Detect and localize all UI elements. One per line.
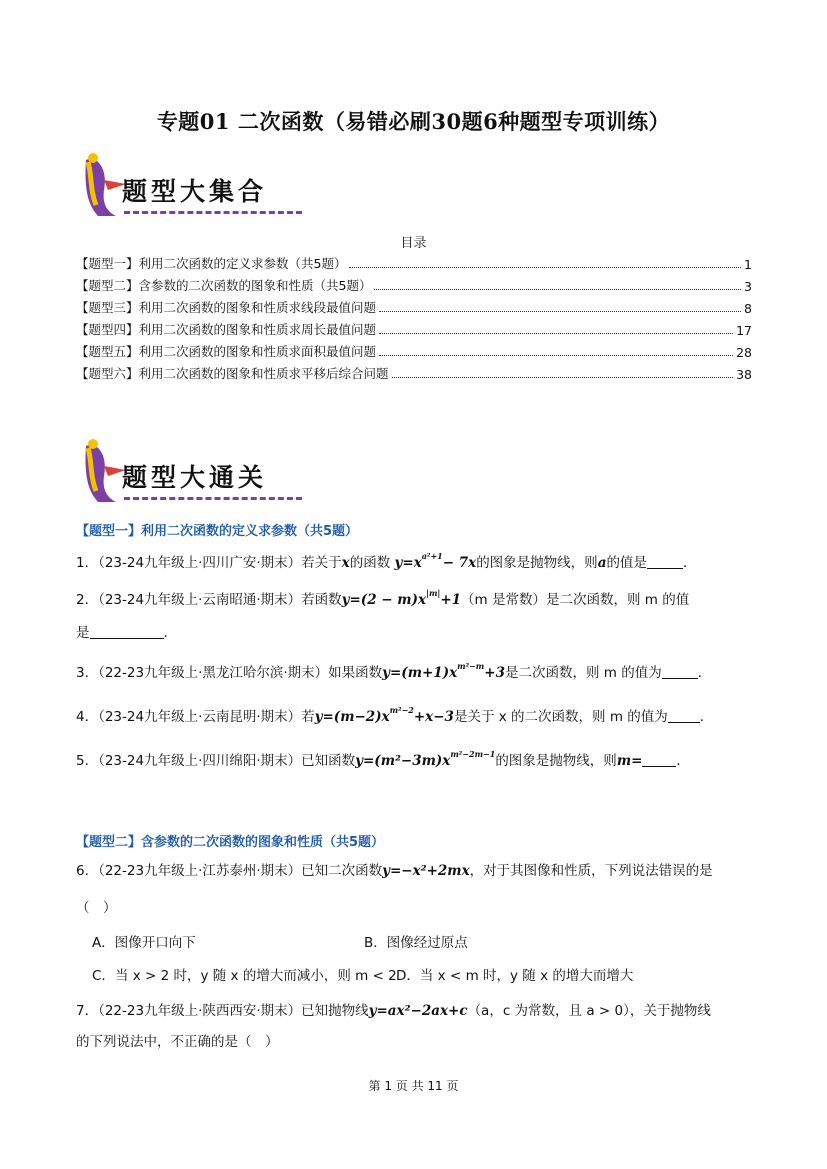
option-d[interactable]: D．当 x < m 时，y 随 x 的增大而增大: [396, 968, 634, 984]
answer-blank[interactable]: [642, 752, 676, 767]
question-text: 若关于: [301, 555, 342, 571]
question-source: （23-24九年级上·云南昆明·期末）: [98, 709, 302, 725]
question-number: 5．: [76, 753, 99, 769]
math-formula: y=−x²+2mx: [382, 863, 470, 879]
math-var: a: [597, 555, 607, 571]
question-7-line-2: 的下列说法中，不正确的是（ ）: [76, 1034, 279, 1050]
toc-item-page: 38: [736, 367, 752, 382]
section-banner-practice: [78, 436, 308, 512]
math-exponent: a²+1: [421, 551, 443, 561]
toc-item-page: 8: [744, 301, 752, 316]
question-number: 4．: [76, 709, 99, 725]
toc-item-label: 【题型四】利用二次函数的图象和性质求周长最值问题: [76, 322, 377, 337]
answer-blank[interactable]: [668, 708, 700, 723]
question-text: （a，c 为常数，且 a > 0），关于抛物线: [467, 1003, 711, 1019]
toc-item[interactable]: [76, 342, 752, 360]
question-6: [76, 860, 756, 882]
toc-item[interactable]: [76, 364, 752, 382]
question-number: 2．: [76, 592, 99, 608]
math-formula: $y=(2 - m)x^{|m|}+1$: [341, 588, 462, 608]
question-source: （22-23九年级上·黑龙江哈尔滨·期末）: [98, 665, 329, 681]
toc-leader: [379, 311, 741, 312]
math-exponent: m²−2m−1: [450, 749, 496, 759]
math-exponent: m²−m: [457, 661, 485, 671]
question-text: 的函数: [349, 555, 391, 571]
toc-item-page: 1: [744, 257, 752, 272]
question-7: [76, 1000, 756, 1022]
toc-item-label: 【题型六】利用二次函数的图象和性质求平移后综合问题: [76, 366, 389, 381]
question-text: 已知二次函数: [301, 863, 383, 879]
question-source: （23-24九年级上·云南昭通·期末）: [98, 592, 302, 608]
question-source: （23-24九年级上·四川广安·期末）: [98, 555, 302, 571]
toc-item[interactable]: [76, 254, 752, 272]
answer-blank[interactable]: [647, 554, 683, 569]
toc-item-label: 【题型三】利用二次函数的图象和性质求线段最值问题: [76, 300, 377, 315]
question-text: ，对于其图像和性质，下列说法错误的是: [469, 863, 713, 879]
answer-blank[interactable]: [90, 624, 164, 639]
question-text: 若函数: [301, 592, 342, 608]
question-text: 若: [301, 709, 315, 725]
toc-leader: [379, 355, 733, 356]
option-b[interactable]: B．图像经过原点: [364, 935, 468, 951]
toc-item-page: 3: [744, 279, 752, 294]
banner-label: 题型大集合: [122, 177, 268, 206]
math-var: x: [341, 555, 350, 571]
toc-item-label: 【题型二】含参数的二次函数的图象和性质（共5题）: [76, 278, 372, 293]
question-source: （22-23九年级上·陕西西安·期末）: [98, 1003, 302, 1019]
question-number: 1．: [76, 555, 99, 571]
math-exponent: m²−2: [389, 705, 414, 715]
toc-leader: [392, 377, 734, 378]
question-1: 1．（23-24九年级上·四川广安·期末）若关于x的函数 $y=x^{a^2+1}- 7x$的图象是抛物线，则a的值是 ．: [76, 551, 697, 571]
question-number: 3．: [76, 665, 99, 681]
math-var: m: [616, 753, 632, 769]
section-heading: 【题型二】含参数的二次函数的图象和性质（共5题）: [76, 835, 385, 850]
toc-item-label: 【题型五】利用二次函数的图象和性质求面积最值问题: [76, 344, 377, 359]
math-exponent: |m|: [426, 588, 441, 598]
toc-item[interactable]: [76, 298, 752, 316]
banner-underline: [124, 211, 302, 214]
question-text: 是关于 x 的二次函数，则 m 的值为: [453, 709, 668, 725]
toc-item-label: 【题型一】利用二次函数的定义求参数（共5题）: [76, 256, 347, 271]
question-text: 是: [76, 625, 90, 641]
toc-leader: [374, 289, 741, 290]
question-text: 的值是: [606, 555, 647, 571]
question-2: [76, 589, 756, 611]
section-banner-collection: [78, 150, 308, 226]
math-formula: $y=x^{a^2+1}- 7x$: [394, 551, 477, 571]
question-number: 7．: [76, 1003, 99, 1019]
question-source: （23-24九年级上·四川绵阳·期末）: [98, 753, 302, 769]
question-text: 是二次函数，则 m 的值为: [504, 665, 662, 681]
question-2-line-2: 是 ．: [76, 625, 177, 641]
question-text: 已知函数: [301, 753, 356, 769]
page-title: 专题01 二次函数（易错必刷30题6种题型专项训练）: [156, 109, 671, 134]
question-source: （22-23九年级上·江苏泰州·期末）: [98, 863, 302, 879]
section-heading: 【题型一】利用二次函数的定义求参数（共5题）: [76, 524, 359, 539]
toc-item[interactable]: [76, 276, 752, 294]
option-a[interactable]: A．图像开口向下: [92, 935, 196, 951]
banner-label: 题型大通关: [122, 463, 268, 492]
question-3: 3．（22-23九年级上·黑龙江哈尔滨·期末）如果函数$y=(m+1)x^{m^2-m}+3$是二次函数，则 m 的值为 ．: [76, 661, 712, 681]
question-text: 已知抛物线: [301, 1003, 369, 1019]
toc-item[interactable]: [76, 320, 752, 338]
math-formula: $y=(m-2)x^{m^2-2}+x-3$: [314, 705, 454, 725]
question-text: 的图象是抛物线，则: [476, 555, 598, 571]
question-4: 4．（23-24九年级上·云南昆明·期末）若$y=(m-2)x^{m^2-2}+x-3$是关于 x 的二次函数，则 m 的值为 ．: [76, 705, 714, 725]
toc-item-page: 17: [736, 323, 752, 338]
question-text: 如果函数: [328, 665, 383, 681]
toc-leader: [349, 267, 741, 268]
math-formula: y=ax²−2ax+c: [368, 1003, 468, 1019]
answer-blank[interactable]: [662, 664, 698, 679]
question-number: 6．: [76, 863, 99, 879]
math-formula: $y=(m+1)x^{m^2-m}+3$: [382, 661, 505, 681]
question-text: 的图象是抛物线，则: [495, 753, 617, 769]
question-text: （m 是常数）是二次函数，则 m 的值: [461, 592, 690, 608]
page-footer: 第 1 页 共 11 页: [368, 1079, 459, 1093]
banner-underline: [124, 497, 302, 500]
option-c[interactable]: C．当 x > 2 时，y 随 x 的增大而减小，则 m < 2: [92, 968, 397, 984]
math-formula: $y=(m^2-3m)x^{m^2-2m-1}$: [355, 749, 496, 769]
question-6-paren: （ ）: [76, 900, 117, 916]
question-5: 5．（23-24九年级上·四川绵阳·期末）已知函数$y=(m^2-3m)x^{m^2-2m-1}$的图象是抛物线，则m= ．: [76, 749, 690, 769]
toc-heading: 目录: [400, 236, 427, 251]
toc-leader: [379, 333, 733, 334]
toc-item-page: 28: [736, 345, 752, 360]
